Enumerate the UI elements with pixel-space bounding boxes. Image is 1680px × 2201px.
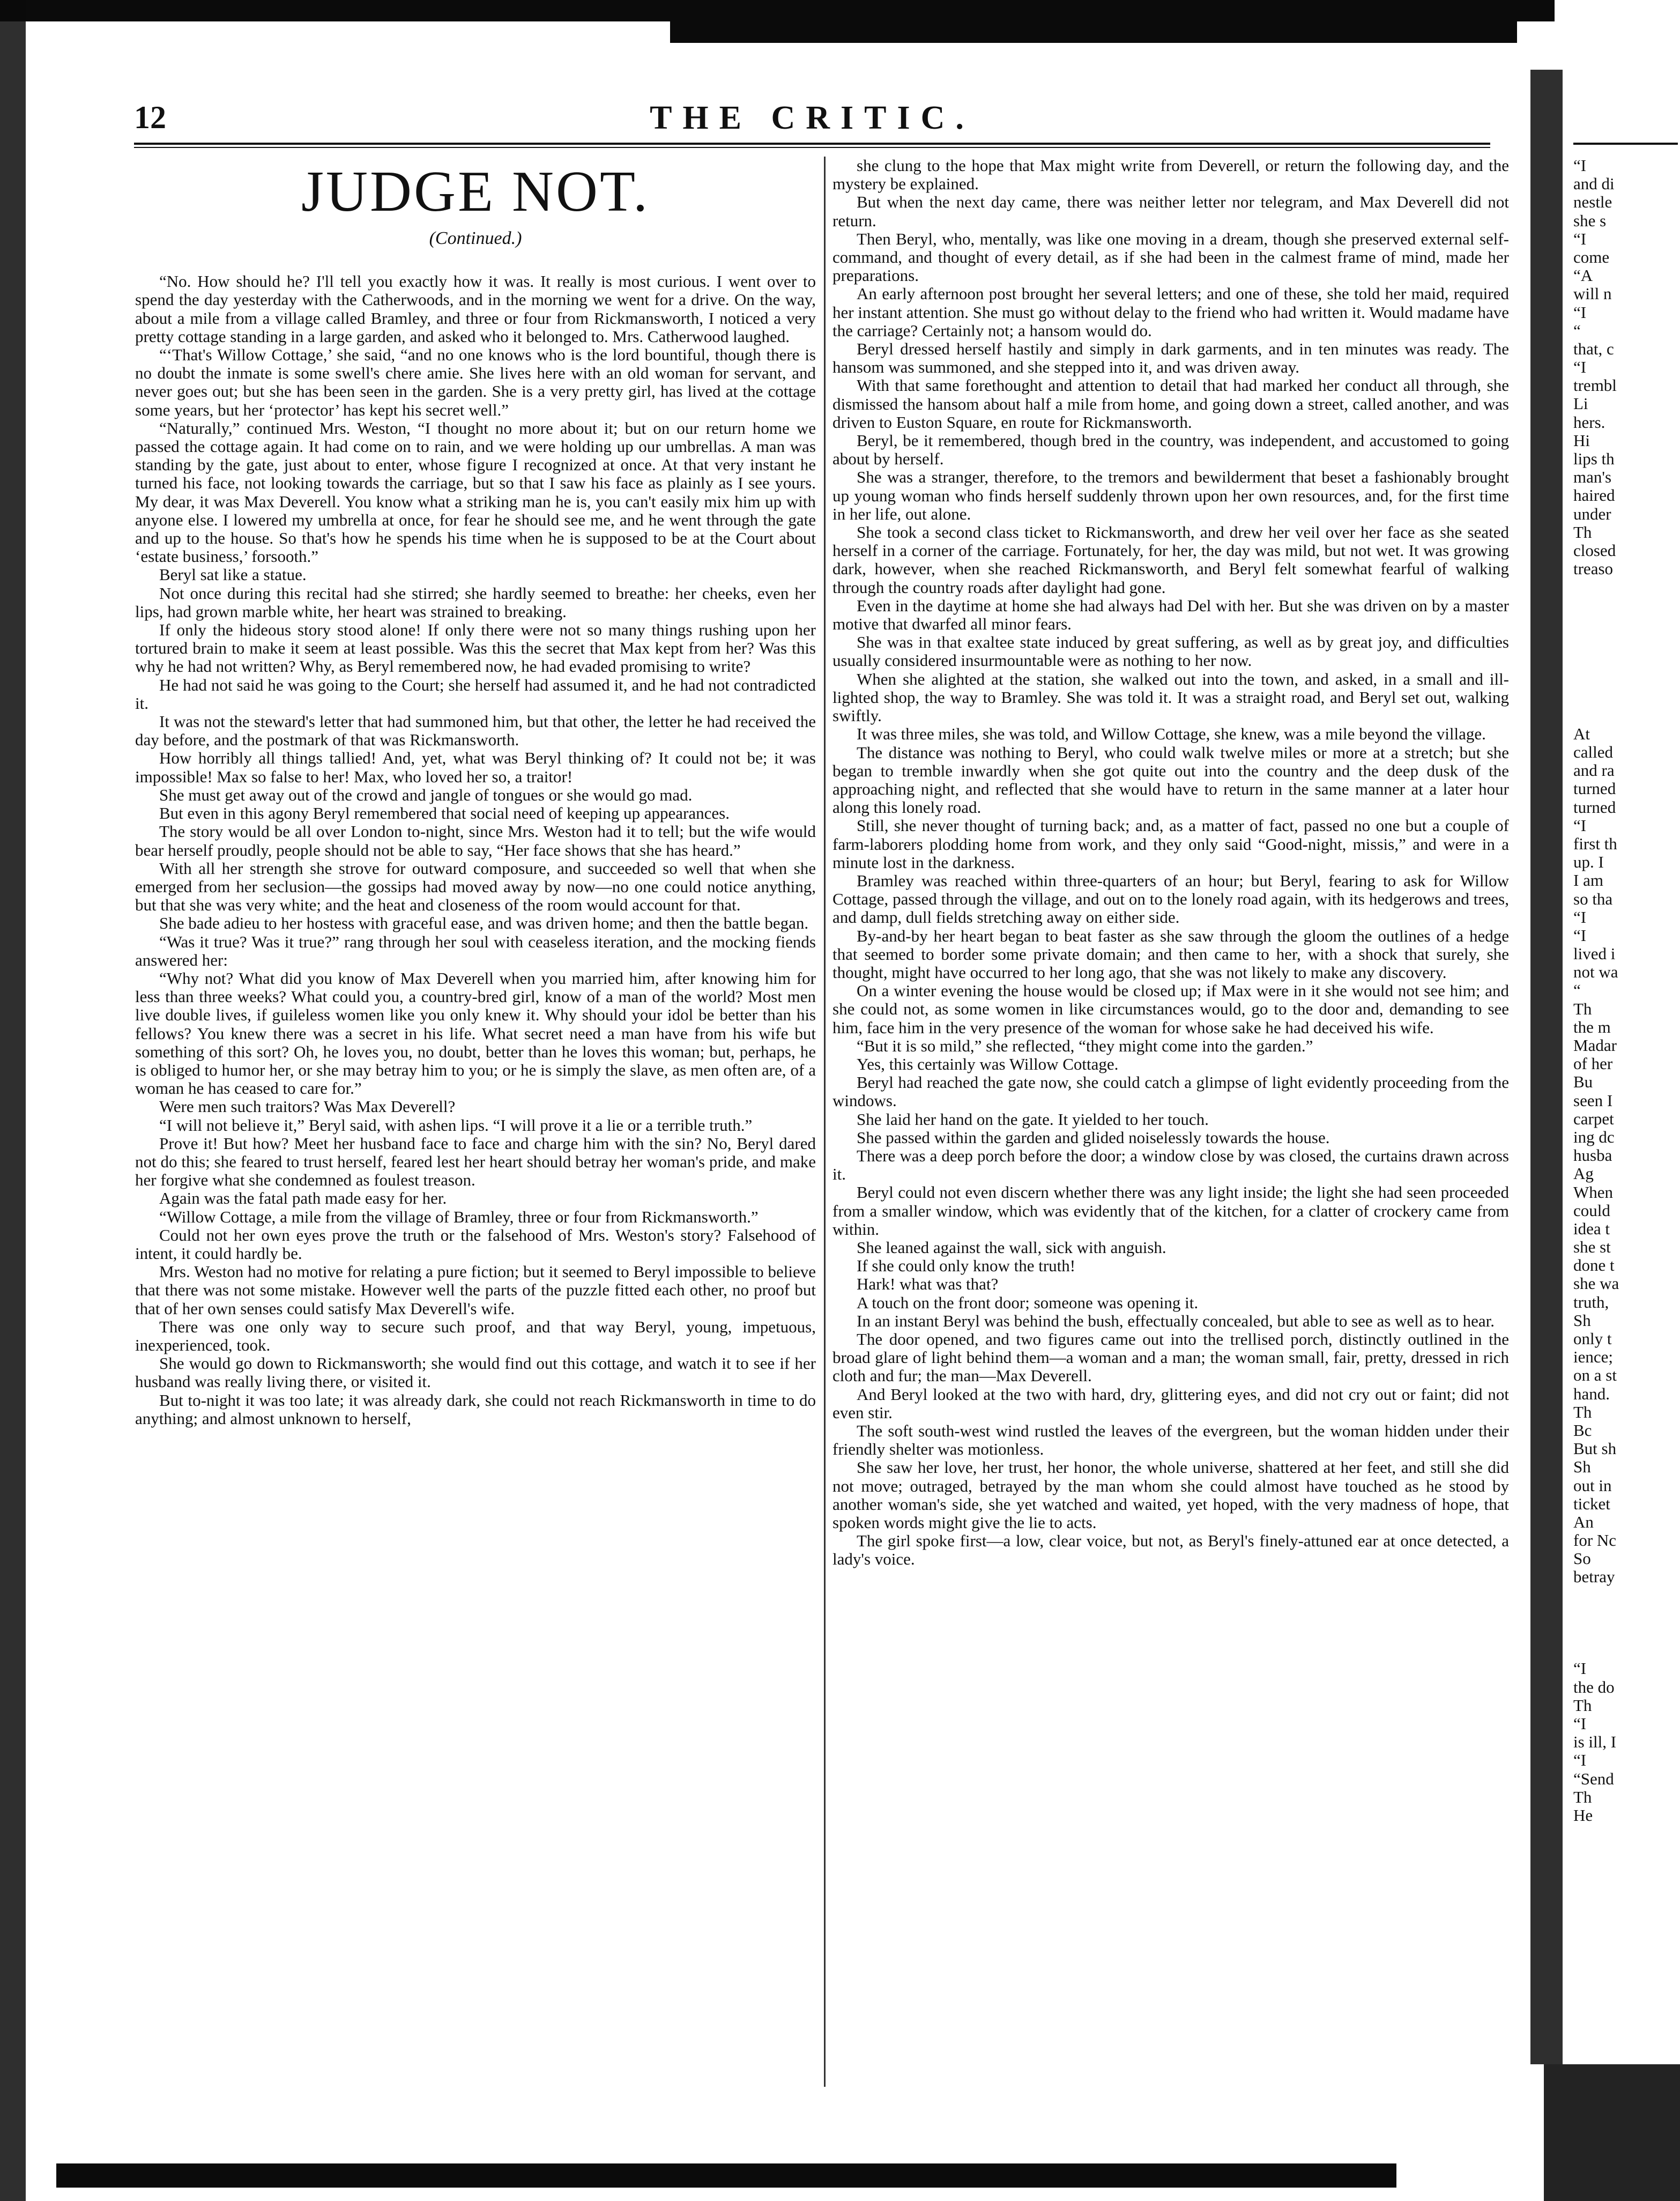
adjacent-line (1573, 597, 1678, 615)
adjacent-line: Th (1573, 1787, 1592, 1806)
paragraph: Hark! what was that? (857, 1274, 999, 1294)
adjacent-line: that, c (1573, 339, 1614, 358)
paragraph: Not once during this recital had she stirred; she hardly seemed to breathe: her cheeks, even her lips, had grown marble white, her heart was strained to breaking. (135, 583, 816, 621)
paragraph: Beryl dressed herself hastily and simply in dark garments, and in ten minutes was ready. The hansom was summoned, and she stepped into it, and was driven away. (832, 339, 1509, 377)
scan-left-edge (0, 0, 26, 2201)
paragraph: she clung to the hope that Max might write from Deverell, or return the following day, and the mystery be explained. (832, 156, 1509, 194)
adjacent-line: called (1573, 743, 1614, 761)
adjacent-line: on a st (1573, 1366, 1617, 1385)
adjacent-line: so tha (1573, 889, 1613, 908)
adjacent-line: nestle (1573, 192, 1612, 212)
scan-bottom-right-bar (1544, 2064, 1680, 2201)
paragraph: When she alighted at the station, she walked out into the town, and asked, in a small and ill-lighted shop, the way to Bramley. She was told it. It was a straight road, and Beryl set out, walking swiftly. (832, 669, 1509, 725)
adjacent-line: “I (1573, 925, 1587, 945)
adjacent-line: “I (1573, 1659, 1587, 1678)
paragraph: And Beryl looked at the two with hard, dry, glittering eyes, and did not cry out or faint; did not even stir. (832, 1384, 1509, 1422)
adjacent-line: “I (1573, 1751, 1587, 1770)
adjacent-line: turned (1573, 779, 1616, 798)
adjacent-line: only t (1573, 1329, 1612, 1348)
paragraph: Then Beryl, who, mentally, was like one moving in a dream, though she preserved external self-command, and thought of every detail, as if she had been in the calmest frame of mind, made her preparations. (832, 229, 1509, 285)
adjacent-line: and ra (1573, 761, 1615, 780)
paragraph: Still, she never thought of turning back; and, as a matter of fact, passed no one but a couple of farm-laborers plodding home from work, and they only said “Good-night, missis,” and were in a minute lost in the darkness. (832, 816, 1509, 872)
adjacent-line: “I (1573, 907, 1587, 927)
paragraph: “Naturally,” continued Mrs. Weston, “I thought no more about it; but on our return home we passed the cottage again. It had come on to rain, and we were holding up our umbrellas. A man was standing by the gate, just about to enter, whose figure I recognized at once. At that very instant he turned his face, not looking towards the carriage, but so that I saw his face as plainly as I see yours. My dear, it was Max Deverell. You know what a striking man he is, you can't easily mix him up with anyone else. I lowered my umbrella at once, for fear he should see me, and he went through the gate and up to the house. So that's how he spends his time when he is supposed to be at the Court about ‘estate business,’ forsooth.” (135, 418, 816, 566)
paragraph: “‘That's Willow Cottage,’ she said, “and no one knows who is the lord bountiful, though there is no doubt the inmate is some swell's chere amie. She lives here with an old woman for servant, and never goes out; but she has been seen in the garden. She is a very pretty girl, has lived at the cottage some years, but her ‘protector’ has kept his secret well.” (135, 345, 816, 419)
paragraph: Again was the fatal path made easy for her. (159, 1189, 447, 1208)
adjacent-line: seen I (1573, 1091, 1613, 1110)
paragraph: Were men such traitors? Was Max Deverell? (159, 1097, 456, 1116)
article-subtitle: (Continued.) (429, 228, 522, 248)
adjacent-line: Th (1573, 1402, 1592, 1421)
paragraph: It was three miles, she was told, and Willow Cottage, she knew, was a mile beyond the village. (857, 724, 1486, 744)
adjacent-page-fragment (1573, 157, 1678, 1825)
adjacent-line: “I (1573, 1714, 1587, 1733)
paragraph: A touch on the front door; someone was opening it. (857, 1293, 1199, 1312)
adjacent-line (1573, 1623, 1678, 1641)
paragraph: Beryl sat like a statue. (159, 565, 307, 584)
paragraph: She bade adieu to her hostess with graceful ease, and was driven home; and then the battle began. (159, 914, 809, 933)
adjacent-line: lips th (1573, 449, 1615, 468)
paragraph: She was in that exaltee state induced by great suffering, as well as by great joy, and difficulties usually considered insurmountable were as nothing to her now. (832, 633, 1509, 670)
adjacent-line: Th (1573, 999, 1592, 1018)
adjacent-line: Th (1573, 1695, 1592, 1715)
adjacent-line: “I (1573, 816, 1587, 835)
scan-gutter-shadow (1530, 70, 1563, 2064)
paragraph: “Willow Cottage, a mile from the village of Bramley, three or four from Rickmansworth.” (159, 1207, 759, 1226)
adjacent-line: hand. (1573, 1384, 1610, 1403)
adjacent-line: Ag (1573, 1164, 1594, 1183)
paragraph: The girl spoke first—a low, clear voice, but not, as Beryl's finely-attuned ear at once detected, a lady's voice. (832, 1531, 1509, 1569)
adjacent-line: ing dc (1573, 1127, 1615, 1146)
header-rule-top (134, 143, 1490, 145)
adjacent-line: haired (1573, 486, 1615, 505)
adjacent-line: ience; (1573, 1347, 1614, 1367)
paragraph: But to-night it was too late; it was already dark, she could not reach Rickmansworth in time to do anything; and almost unknown to herself, (135, 1390, 816, 1428)
adjacent-line (1573, 615, 1678, 633)
paragraph: There was a deep porch before the door; a window close by was closed, the curtains drawn across it. (832, 1146, 1509, 1184)
adjacent-line: up. I (1573, 853, 1604, 872)
paragraph: Beryl, be it remembered, though bred in the country, was independent, and accustomed to going about by herself. (832, 431, 1509, 469)
adjacent-line: carpet (1573, 1109, 1614, 1128)
paragraph: If only the hideous story stood alone! If only there were not so many things rushing upon her tortured brain to make it seem at least possible. Was this the secret that Max kept from her? Was this why he had not written? Why, as Beryl remembered now, he had evaded promising to write? (135, 620, 816, 676)
adjacent-line: But sh (1573, 1439, 1617, 1458)
paragraph: Beryl had reached the gate now, she could catch a glimpse of light evidently proceeding from the windows. (832, 1073, 1509, 1110)
adjacent-line: Madar (1573, 1036, 1617, 1055)
adjacent-line: “I (1573, 302, 1587, 322)
paragraph: The distance was nothing to Beryl, who could walk twelve miles or more at a stretch; but she began to tremble inwardly when she got quite out into the country and the deep dusk of the approaching night, and reflected that she would have to return in the same manner at a later hour along this lonely road. (832, 743, 1509, 817)
paragraph: With that same forethought and attention to detail that had marked her conduct all through, she dismissed the hansom about half a mile from home, and going down a street, called another, and was driven to Euston Square, en route for Rickmansworth. (832, 376, 1509, 432)
paragraph: She leaned against the wall, sick with anguish. (857, 1237, 1166, 1257)
paragraph: “No. How should he? I'll tell you exactly how it was. It really is most curious. I went over to spend the day yesterday with the Catherwoods, and in the morning we went for a drive. On the way, about a mile from a village called Bramley, and three or four from Rickmansworth, I noticed a very pretty cottage standing in a large garden, and asked who it belonged to. Mrs. Catherwood laughed. (135, 272, 816, 346)
adjacent-line: Sh (1573, 1310, 1591, 1330)
adjacent-line: man's (1573, 468, 1612, 487)
adjacent-line: trembl (1573, 376, 1617, 395)
paragraph: “Was it true? Was it true?” rang through her soul with ceaseless iteration, and the mocking fiends answered her: (135, 932, 816, 969)
adjacent-line: husba (1573, 1146, 1612, 1165)
paragraph: She took a second class ticket to Rickmansworth, and drew her veil over her face as she seated herself in a corner of the carriage. Fortunately, for her, the day was mild, but not wet. It was growing dark, however, when she reached Rickmansworth, and Beryl felt somewhat fearful of walking through the country roads after daylight had gone. (832, 523, 1509, 597)
paragraph: Even in the daytime at home she had always had Del with her. But she was driven on by a master motive that dwarfed all minor fears. (832, 596, 1509, 634)
adjacent-line: Hi (1573, 431, 1590, 450)
paragraph: But even in this agony Beryl remembered that social need of keeping up appearances. (159, 804, 730, 823)
paragraph: She passed within the garden and glided noiselessly towards the house. (857, 1128, 1330, 1147)
adjacent-line: and di (1573, 174, 1615, 194)
paragraph: In an instant Beryl was behind the bush, effectually concealed, but able to see as well as to hear. (857, 1311, 1495, 1330)
adjacent-line: I am (1573, 871, 1603, 890)
paragraph: But when the next day came, there was neither letter nor telegram, and Max Deverell did not return. (832, 192, 1509, 230)
paragraph: The door opened, and two figures came out into the trellised porch, distinctly outlined in the broad glare of light behind them—a woman and a man; the woman small, fair, pretty, dressed in rich cloth and fur; the man—Max Deverell. (832, 1330, 1509, 1385)
adjacent-line: An (1573, 1512, 1594, 1531)
paragraph: An early afternoon post brought her several letters; and one of these, she told her maid, required her instant attention. She must go without delay to the friend who had written it. Would madame have the carriage? Certainly not; a hansom would do. (832, 284, 1509, 340)
adjacent-line: “I (1573, 229, 1587, 248)
paragraph: Beryl could not even discern whether there was any light inside; the light she had seen proceeded from a smaller window, which was evidently that of the kitchen, for a clatter of crockery came from within. (832, 1183, 1509, 1239)
adjacent-line: ticket (1573, 1494, 1610, 1513)
adjacent-line: Bc (1573, 1420, 1592, 1440)
adjacent-line: So (1573, 1549, 1591, 1568)
adjacent-line: turned (1573, 797, 1616, 817)
paragraph: Mrs. Weston had no motive for relating a pure fiction; but it seemed to Beryl impossible to believe that there was not some mistake. However well the parts of the puzzle fitted each other, no proof but that of her own senses could satisfy Max Deverell's wife. (135, 1262, 816, 1318)
adjacent-line: “I (1573, 358, 1587, 377)
adjacent-line: the do (1573, 1677, 1615, 1696)
page-header (134, 99, 1490, 142)
adjacent-line: “A (1573, 266, 1593, 285)
adjacent-line: betray (1573, 1567, 1615, 1587)
adjacent-line (1573, 578, 1678, 596)
adjacent-line: closed (1573, 540, 1616, 560)
paragraph: She laid her hand on the gate. It yielded to her touch. (857, 1109, 1209, 1129)
adjacent-line: done t (1573, 1256, 1615, 1275)
adjacent-line: At (1573, 724, 1590, 743)
paragraph: “I will not believe it,” Beryl said, with ashen lips. “I will prove it a lie or a terrible truth.” (159, 1115, 753, 1135)
adjacent-line (1573, 688, 1678, 706)
paragraph: Prove it! But how? Meet her husband face to face and charge him with the sin? No, Beryl dared not do this; she feared to trust herself, feared lest her heart should betray her woman's pride, and make her forgive what she condemned as foulest treason. (135, 1133, 816, 1190)
page-number: 12 (134, 100, 166, 135)
paragraph: She must get away out of the crowd and jangle of tongues or she would go mad. (159, 785, 693, 804)
paragraph: “But it is so mild,” she reflected, “they might come into the garden.” (857, 1036, 1313, 1055)
paragraph: By-and-by her heart began to beat faster as she saw through the gloom the outlines of a hedge that seemed to border some private domain; and then came to her, with a shock that surely, she thought, might have occurred to her long ago, that she was not likely to make any discovery. (832, 926, 1509, 982)
paragraph: It was not the steward's letter that had summoned him, but that other, the letter he had received the day before, and the postmark of that was Rickmansworth. (135, 712, 816, 750)
adjacent-line: “ (1573, 981, 1581, 1000)
adjacent-line: Th (1573, 522, 1592, 542)
paragraph: The story would be all over London to-night, since Mrs. Weston had it to tell; but the wife would bear herself proudly, people should not be able to say, “Her face shows that she has heard.” (135, 822, 816, 859)
paragraph: He had not said he was going to the Court; she herself had assumed it, and he had not contradicted it. (135, 675, 816, 713)
adjacent-header-rule (1573, 143, 1678, 145)
adjacent-line: come (1573, 247, 1610, 266)
paragraph: How horribly all things tallied! And, yet, what was Beryl thinking of? It could not be; it was impossible! Max so false to her! Max, who loved her so, a traitor! (135, 749, 816, 786)
scan-top-border-right (670, 13, 1517, 43)
column-divider (824, 157, 826, 2087)
left-column (135, 157, 816, 1428)
adjacent-line: of her (1573, 1054, 1613, 1073)
adjacent-line (1573, 1587, 1678, 1605)
adjacent-line: she wa (1573, 1274, 1619, 1293)
adjacent-line: under (1573, 504, 1611, 523)
paragraph: She would go down to Rickmansworth; she would find out this cottage, and watch it to see if her husband was really living there, or visited it. (135, 1354, 816, 1391)
adjacent-line: for Nc (1573, 1531, 1617, 1550)
adjacent-line: truth, (1573, 1292, 1609, 1311)
adjacent-line: the m (1573, 1017, 1611, 1036)
adjacent-line: first th (1573, 834, 1617, 853)
adjacent-line: she st (1573, 1237, 1611, 1257)
scan-bottom-bar (56, 2163, 1396, 2188)
paragraph: “Why not? What did you know of Max Deverell when you married him, after knowing him for less than three weeks? What could you, a country-bred girl, know of a man of the world? Most men live double lives, if guileless women like you only knew it. Why should your idol be better than his fellows? You knew there was a secret in his life. What secret need a man have from his wife but something of this sort? Oh, he loves you, no doubt, better than he loves this woman; but, perhaps, he is obliged to humor her, or she may betray him to you; or he is simply the slave, as men often are, of a woman he has ceased to care for.” (135, 968, 816, 1098)
paragraph: On a winter evening the house would be closed up; if Max were in it she would not see him; and she could not, as some women in like circumstances would, go to the door and, demanding to see him, face him in the very presence of the woman for whose sake he had deceived his wife. (832, 981, 1509, 1037)
adjacent-line: hers. (1573, 412, 1605, 432)
adjacent-line: out in (1573, 1476, 1612, 1495)
adjacent-line: Bu (1573, 1072, 1593, 1092)
adjacent-line: “ (1573, 321, 1581, 340)
paragraph: Bramley was reached within three-quarters of an hour; but Beryl, fearing to ask for Willow Cottage, passed through the village, and out on to the lonely road again, with its hedgerows and trees, and damp, dull fields stretching away on either side. (832, 871, 1509, 927)
header-rule-bottom (134, 147, 1490, 148)
paragraph: Yes, this certainly was Willow Cottage. (857, 1054, 1119, 1073)
adjacent-line: Li (1573, 394, 1588, 413)
adjacent-line (1573, 1641, 1678, 1659)
adjacent-line: “Send (1573, 1769, 1614, 1788)
adjacent-line: will n (1573, 284, 1612, 303)
adjacent-line: idea t (1573, 1219, 1610, 1238)
paragraph: She was a stranger, therefore, to the tremors and bewilderment that beset a fashionably brought up young woman who finds herself suddenly thrown upon her own resources, and, for the first time in her life, out alone. (832, 468, 1509, 523)
adjacent-line: could (1573, 1200, 1610, 1220)
paragraph: There was one only way to secure such proof, and that way Beryl, young, impetuous, inexperienced, took. (135, 1317, 816, 1354)
adjacent-line: When (1573, 1182, 1614, 1202)
adjacent-line (1573, 633, 1678, 651)
adjacent-line: she s (1573, 211, 1607, 230)
adjacent-line: treaso (1573, 559, 1614, 579)
running-head: THE CRITIC. (650, 100, 975, 136)
adjacent-line: Sh (1573, 1457, 1591, 1477)
right-column (832, 157, 1509, 1569)
paragraph: Could not her own eyes prove the truth or the falsehood of Mrs. Weston's story? Falsehood of intent, it could hardly be. (135, 1225, 816, 1263)
adjacent-line (1573, 670, 1678, 688)
adjacent-line: lived i (1573, 944, 1616, 964)
adjacent-line (1573, 707, 1678, 725)
paragraph: If she could only know the truth! (857, 1256, 1076, 1276)
paragraph: With all her strength she strove for outward composure, and succeeded so well that when she emerged from her seclusion—the gossips had moved away by now—no one could notice anything, but that she was very white; and the heat and closeness of the room would account for that. (135, 858, 816, 915)
adjacent-line (1573, 651, 1678, 670)
adjacent-line: is ill, I (1573, 1732, 1617, 1752)
adjacent-line: He (1573, 1805, 1593, 1825)
paragraph: The soft south-west wind rustled the leaves of the evergreen, but the woman hidden under their friendly shelter was motionless. (832, 1421, 1509, 1459)
paragraph: She saw her love, her trust, her honor, the whole universe, shattered at her feet, and still she did not move; outraged, betrayed by the man whom she could almost have touched as he stood by another woman's side, she yet watched and waited, yet hoped, with the very madness of hope, that spoken words might give the lie to acts. (832, 1458, 1509, 1532)
article-title: JUDGE NOT. (301, 160, 650, 224)
adjacent-line: not wa (1573, 962, 1618, 982)
adjacent-line (1573, 1605, 1678, 1623)
adjacent-line: “I (1573, 157, 1587, 175)
